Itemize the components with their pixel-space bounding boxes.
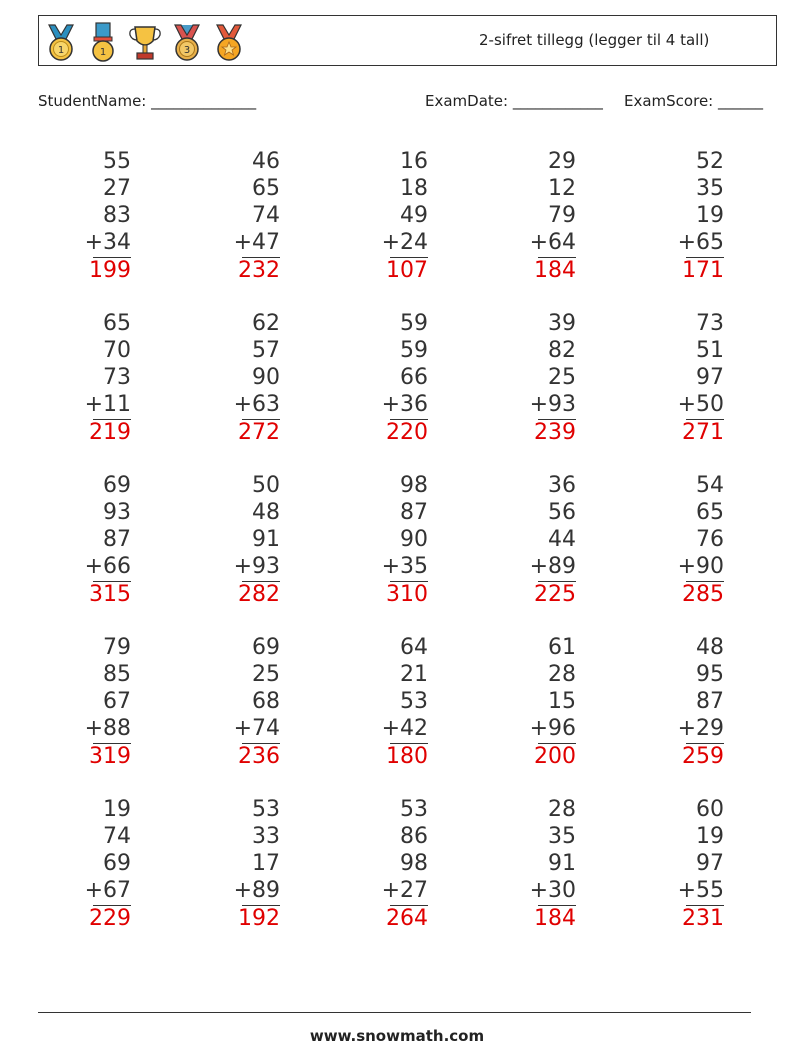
addend: 87 [696, 689, 724, 714]
answer: 199 [89, 258, 131, 283]
addend: +55 [677, 878, 724, 903]
addition-problem [456, 472, 576, 608]
addend: 68 [252, 689, 280, 714]
addend: +29 [677, 716, 724, 741]
addend: 53 [400, 797, 428, 822]
answer: 229 [89, 906, 131, 931]
addend: 98 [400, 473, 428, 498]
addition-problem [604, 634, 724, 770]
addition-problem [11, 796, 131, 932]
addend: 53 [400, 689, 428, 714]
answer: 171 [682, 258, 724, 283]
addend: 19 [103, 797, 131, 822]
addend: +90 [677, 554, 724, 579]
answer: 285 [682, 582, 724, 607]
addend: 90 [400, 527, 428, 552]
addition-problem [604, 796, 724, 932]
answer: 239 [534, 420, 576, 445]
addend: 12 [548, 176, 576, 201]
addend: 82 [548, 338, 576, 363]
addend: +93 [233, 554, 280, 579]
addend: 85 [103, 662, 131, 687]
footer-site: www.snowmath.com [309, 1027, 485, 1045]
addend: 29 [548, 149, 576, 174]
answer: 259 [682, 744, 724, 769]
medal-3-icon [169, 21, 205, 63]
addend: 95 [696, 662, 724, 687]
addition-problem [11, 310, 131, 446]
addend: 74 [103, 824, 131, 849]
addition-problem [11, 472, 131, 608]
trophy-icon [127, 21, 163, 63]
addend: 56 [548, 500, 576, 525]
addend: 35 [548, 824, 576, 849]
addend: 65 [696, 500, 724, 525]
addend: +36 [381, 392, 428, 417]
addition-problem [604, 148, 724, 284]
answer: 232 [238, 258, 280, 283]
addend: 33 [252, 824, 280, 849]
addition-problem [604, 472, 724, 608]
addend: +93 [529, 392, 576, 417]
worksheet-title: 2-sifret tillegg (legger til 4 tall) [479, 31, 710, 49]
addend: +67 [84, 878, 131, 903]
addend: 28 [548, 662, 576, 687]
addend: 74 [252, 203, 280, 228]
addition-problem [308, 310, 428, 446]
answer: 184 [534, 906, 576, 931]
addition-problem [11, 634, 131, 770]
answer: 236 [238, 744, 280, 769]
addend: 90 [252, 365, 280, 390]
addend: +66 [84, 554, 131, 579]
addend: +96 [529, 716, 576, 741]
addend: 59 [400, 311, 428, 336]
addend: +88 [84, 716, 131, 741]
addend: 93 [103, 500, 131, 525]
addend: 16 [400, 149, 428, 174]
addend: +42 [381, 716, 428, 741]
addend: 73 [696, 311, 724, 336]
addition-problem [160, 634, 280, 770]
addend: 62 [252, 311, 280, 336]
svg-text:1: 1 [57, 45, 65, 56]
answer: 319 [89, 744, 131, 769]
answer: 184 [534, 258, 576, 283]
addend: 53 [252, 797, 280, 822]
addend: 48 [252, 500, 280, 525]
addend: 25 [548, 365, 576, 390]
addend: 15 [548, 689, 576, 714]
addend: 27 [103, 176, 131, 201]
addend: 79 [548, 203, 576, 228]
addend: 70 [103, 338, 131, 363]
addend: +50 [677, 392, 724, 417]
addend: 36 [548, 473, 576, 498]
addend: 19 [696, 824, 724, 849]
addend: 69 [103, 473, 131, 498]
worksheet-header [38, 15, 777, 66]
answer: 200 [534, 744, 576, 769]
addend: 59 [400, 338, 428, 363]
addend: 49 [400, 203, 428, 228]
addend: +65 [677, 230, 724, 255]
addend: +47 [233, 230, 280, 255]
addend: +24 [381, 230, 428, 255]
addition-problem [308, 472, 428, 608]
addend: +89 [233, 878, 280, 903]
addend: 50 [252, 473, 280, 498]
addend: +11 [84, 392, 131, 417]
answer: 264 [386, 906, 428, 931]
answer: 192 [238, 906, 280, 931]
medal-1-ribbon-icon [85, 21, 121, 63]
addend: 57 [252, 338, 280, 363]
addend: 48 [696, 635, 724, 660]
addend: 51 [696, 338, 724, 363]
addend: 52 [696, 149, 724, 174]
addend: 97 [696, 365, 724, 390]
addend: +74 [233, 716, 280, 741]
addition-problem [308, 148, 428, 284]
addend: 67 [103, 689, 131, 714]
addend: +30 [529, 878, 576, 903]
student-name-field: StudentName: ______________ [38, 92, 257, 110]
answer: 107 [386, 258, 428, 283]
addend: 19 [696, 203, 724, 228]
addend: 87 [103, 527, 131, 552]
answer: 282 [238, 582, 280, 607]
addition-problem [160, 796, 280, 932]
addend: 69 [252, 635, 280, 660]
addend: +64 [529, 230, 576, 255]
addend: 73 [103, 365, 131, 390]
addend: 28 [548, 797, 576, 822]
answer: 271 [682, 420, 724, 445]
footer-divider [38, 1012, 751, 1013]
addend: 65 [103, 311, 131, 336]
addend: 66 [400, 365, 428, 390]
addend: +89 [529, 554, 576, 579]
answer: 231 [682, 906, 724, 931]
addend: +34 [84, 230, 131, 255]
addend: 21 [400, 662, 428, 687]
addend: +63 [233, 392, 280, 417]
addend: 25 [252, 662, 280, 687]
addend: 76 [696, 527, 724, 552]
medal-icons [43, 21, 247, 63]
addend: 65 [252, 176, 280, 201]
addition-problem [456, 634, 576, 770]
addition-problem [604, 310, 724, 446]
addend: 61 [548, 635, 576, 660]
addend: 98 [400, 851, 428, 876]
addend: 39 [548, 311, 576, 336]
addend: 69 [103, 851, 131, 876]
answer: 225 [534, 582, 576, 607]
addend: 17 [252, 851, 280, 876]
addition-problem [456, 148, 576, 284]
exam-score-field: ExamScore: ______ [624, 92, 763, 110]
addend: 64 [400, 635, 428, 660]
addend: 54 [696, 473, 724, 498]
addend: +35 [381, 554, 428, 579]
answer: 315 [89, 582, 131, 607]
addend: 86 [400, 824, 428, 849]
addend: 79 [103, 635, 131, 660]
addend: 35 [696, 176, 724, 201]
answer: 272 [238, 420, 280, 445]
svg-text:1: 1 [99, 47, 107, 58]
addend: 91 [548, 851, 576, 876]
addend: 60 [696, 797, 724, 822]
addition-problem [308, 634, 428, 770]
answer: 310 [386, 582, 428, 607]
svg-text:3: 3 [183, 45, 191, 56]
addition-problem [11, 148, 131, 284]
addend: +27 [381, 878, 428, 903]
addition-problem [456, 310, 576, 446]
addition-problem [456, 796, 576, 932]
exam-date-field: ExamDate: ____________ [425, 92, 603, 110]
answer: 180 [386, 744, 428, 769]
medal-star-icon [211, 21, 247, 63]
addend: 18 [400, 176, 428, 201]
answer: 220 [386, 420, 428, 445]
addend: 97 [696, 851, 724, 876]
addend: 46 [252, 149, 280, 174]
medal-1-icon [43, 21, 79, 63]
addend: 91 [252, 527, 280, 552]
addend: 87 [400, 500, 428, 525]
answer: 219 [89, 420, 131, 445]
addend: 44 [548, 527, 576, 552]
addend: 83 [103, 203, 131, 228]
addition-problem [160, 472, 280, 608]
addition-problem [160, 310, 280, 446]
addition-problem [160, 148, 280, 284]
addend: 55 [103, 149, 131, 174]
addition-problem [308, 796, 428, 932]
